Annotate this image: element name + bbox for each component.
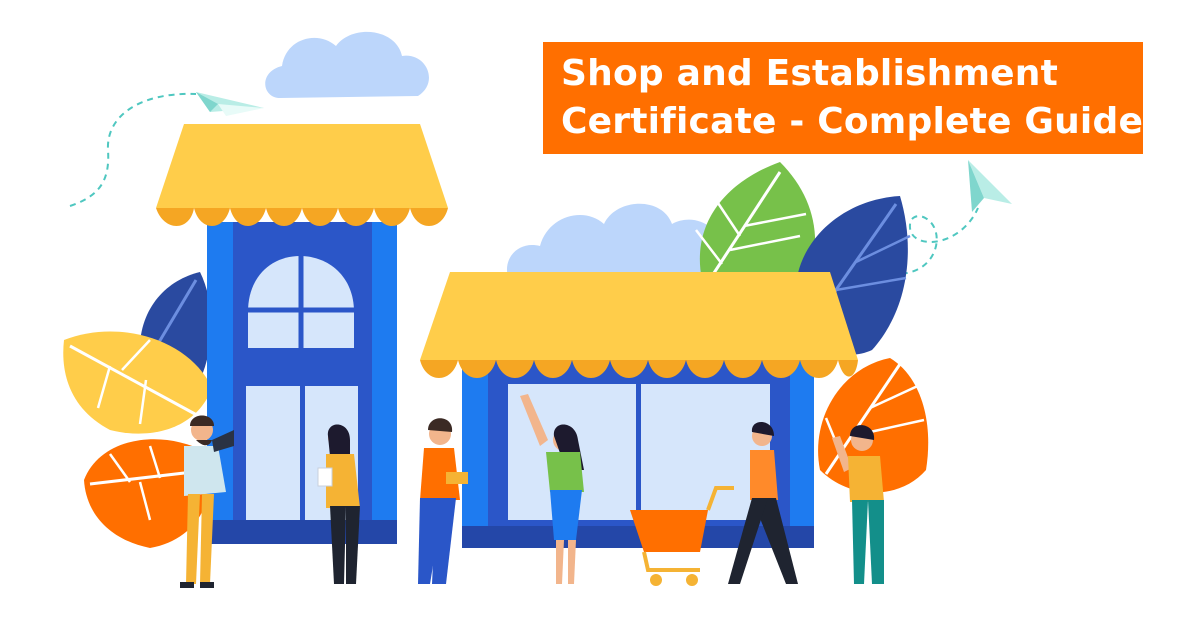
title-line-1: Shop and Establishment	[561, 53, 1059, 94]
wide-shop-icon	[420, 272, 858, 548]
person-man-with-box-icon	[418, 418, 468, 584]
title-line-2: Certificate - Complete Guide	[561, 101, 1144, 142]
cloud-icon-top	[265, 32, 429, 98]
title-banner	[543, 42, 1143, 154]
